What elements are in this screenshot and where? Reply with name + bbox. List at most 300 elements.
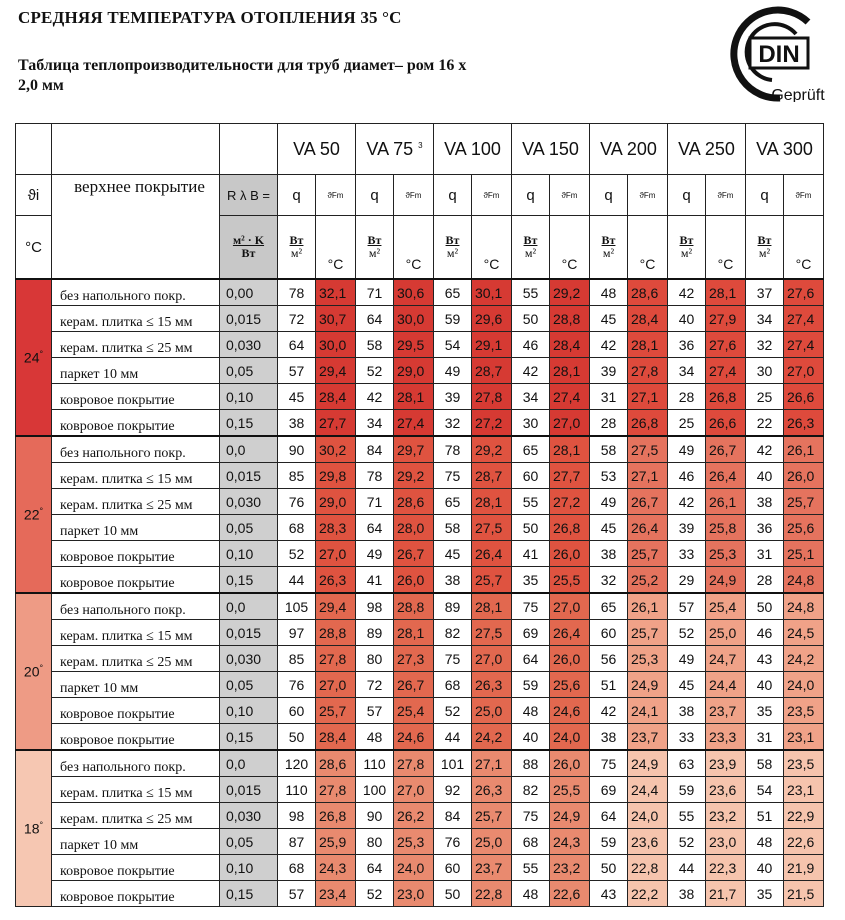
heat-output-value: 37 [746,279,784,306]
heat-output-value: 75 [434,463,472,489]
header-blank-1 [16,124,52,175]
heat-output-value: 65 [512,436,550,463]
table-row [16,489,824,515]
heat-output-value: 75 [512,593,550,620]
header-temp-symbol: ϑFm [784,175,824,216]
table-row [16,332,824,358]
heat-output-value: 52 [434,698,472,724]
heat-output-value: 44 [434,724,472,751]
surface-temp-value: 27,3 [394,646,434,672]
surface-temp-value: 28,1 [706,279,746,306]
heat-output-value: 89 [356,620,394,646]
heat-output-value: 42 [668,489,706,515]
header-q-symbol: q [512,175,550,216]
surface-temp-value: 29,4 [316,358,356,384]
heat-output-value: 78 [434,436,472,463]
table-row [16,724,824,751]
header-temp-unit: °C [316,216,356,280]
header-va-50: VA 50 [278,124,356,175]
resistance-value: 0,015 [220,777,278,803]
surface-temp-value: 29,8 [316,463,356,489]
heat-output-value: 39 [590,358,628,384]
heat-output-value: 71 [356,489,394,515]
heat-output-value: 59 [590,829,628,855]
heat-output-value: 43 [590,881,628,907]
room-temp-cell: 24° [16,279,52,436]
surface-temp-value: 26,3 [316,567,356,594]
heat-output-value: 48 [512,698,550,724]
floor-cover-name: паркет 10 мм [52,515,220,541]
surface-temp-value: 23,6 [706,777,746,803]
room-temp-cell: 20° [16,593,52,750]
surface-temp-value: 23,7 [706,698,746,724]
header-temp-unit: °C [784,216,824,280]
floor-cover-name: ковровое покрытие [52,855,220,881]
surface-temp-value: 27,0 [472,646,512,672]
heat-output-value: 31 [590,384,628,410]
surface-temp-value: 28,6 [628,279,668,306]
surface-temp-value: 30,7 [316,306,356,332]
heat-output-value: 82 [512,777,550,803]
surface-temp-value: 28,1 [394,384,434,410]
floor-cover-name: ковровое покрытие [52,410,220,437]
heat-output-value: 50 [590,855,628,881]
surface-temp-value: 28,4 [316,384,356,410]
surface-temp-value: 30,0 [316,332,356,358]
header-rb-label: R λ B = [220,175,278,216]
surface-temp-value: 27,8 [316,646,356,672]
surface-temp-value: 23,7 [628,724,668,751]
header-cover-label: верхнее покрытие [52,175,220,280]
heat-output-value: 65 [590,593,628,620]
table-row [16,620,824,646]
surface-temp-value: 23,2 [550,855,590,881]
surface-temp-value: 25,7 [628,541,668,567]
heat-output-value: 36 [746,515,784,541]
header-temp-unit: °C [628,216,668,280]
heat-output-value: 76 [278,489,316,515]
surface-temp-value: 27,8 [394,750,434,777]
surface-temp-value: 23,9 [706,750,746,777]
surface-temp-value: 24,2 [784,646,824,672]
resistance-value: 0,0 [220,436,278,463]
surface-temp-value: 24,6 [394,724,434,751]
table-row [16,646,824,672]
heat-output-value: 64 [356,515,394,541]
surface-temp-value: 27,9 [706,306,746,332]
heat-output-value: 42 [512,358,550,384]
surface-temp-value: 24,9 [706,567,746,594]
surface-temp-value: 27,4 [550,384,590,410]
header-q-symbol: q [356,175,394,216]
surface-temp-value: 29,0 [394,358,434,384]
resistance-value: 0,15 [220,881,278,907]
surface-temp-value: 28,8 [316,620,356,646]
q-unit-denominator: м² [602,246,615,260]
resistance-value: 0,05 [220,672,278,698]
surface-temp-value: 28,0 [394,515,434,541]
surface-temp-value: 24,9 [628,672,668,698]
header-va-300: VA 300 [746,124,824,175]
header-temp-unit: °C [550,216,590,280]
heat-output-value: 41 [512,541,550,567]
heat-output-value: 48 [512,881,550,907]
surface-temp-value: 26,0 [784,463,824,489]
heat-output-value: 68 [278,515,316,541]
heat-output-value: 49 [668,436,706,463]
surface-temp-value: 25,9 [316,829,356,855]
header-q-unit [668,216,706,280]
surface-temp-value: 23,5 [784,750,824,777]
resistance-value: 0,030 [220,803,278,829]
resistance-value: 0,15 [220,567,278,594]
header-q-symbol: q [668,175,706,216]
surface-temp-value: 26,3 [472,777,512,803]
heat-output-value: 72 [278,306,316,332]
surface-temp-value: 25,7 [472,803,512,829]
surface-temp-value: 27,5 [472,620,512,646]
heat-output-value: 64 [590,803,628,829]
heat-output-value: 90 [356,803,394,829]
surface-temp-value: 29,6 [472,306,512,332]
heat-output-value: 68 [512,829,550,855]
heat-output-value: 69 [512,620,550,646]
heat-output-value: 31 [746,724,784,751]
heat-output-value: 51 [746,803,784,829]
surface-temp-value: 25,7 [316,698,356,724]
room-temp-value: 18 [23,820,40,837]
table-row [16,698,824,724]
heat-output-value: 57 [356,698,394,724]
floor-cover-name: керам. плитка ≤ 25 мм [52,803,220,829]
resistance-value: 0,05 [220,829,278,855]
surface-temp-value: 27,4 [784,306,824,332]
floor-cover-name: керам. плитка ≤ 15 мм [52,777,220,803]
table-row [16,541,824,567]
heat-output-value: 64 [278,332,316,358]
q-unit-denominator: м² [758,246,771,260]
header-va-200: VA 200 [590,124,668,175]
surface-temp-value: 26,3 [472,672,512,698]
floor-cover-name: керам. плитка ≤ 15 мм [52,620,220,646]
surface-temp-value: 22,2 [628,881,668,907]
heat-output-value: 34 [746,306,784,332]
rb-unit-numerator: м² · K [232,233,265,247]
heat-output-value: 84 [356,436,394,463]
surface-temp-value: 23,0 [394,881,434,907]
q-unit-numerator: Вт [367,233,382,247]
heat-output-value: 39 [668,515,706,541]
din-geprueft-logo [722,4,828,102]
surface-temp-value: 28,4 [628,306,668,332]
q-unit-numerator: Вт [679,233,694,247]
heat-output-value: 49 [356,541,394,567]
heat-output-value: 59 [512,672,550,698]
surface-temp-value: 24,1 [628,698,668,724]
heat-output-value: 56 [590,646,628,672]
surface-temp-value: 25,3 [706,541,746,567]
floor-cover-name: керам. плитка ≤ 15 мм [52,463,220,489]
heat-output-value: 64 [356,306,394,332]
floor-cover-name: керам. плитка ≤ 25 мм [52,646,220,672]
heat-output-value: 40 [668,306,706,332]
heat-output-value: 64 [356,855,394,881]
header-va-100: VA 100 [434,124,512,175]
surface-temp-value: 29,2 [472,436,512,463]
surface-temp-value: 24,6 [550,698,590,724]
floor-cover-name: без напольного покр. [52,436,220,463]
surface-temp-value: 25,0 [472,829,512,855]
heat-output-value: 75 [434,646,472,672]
heat-output-value: 88 [512,750,550,777]
heat-output-value: 65 [434,279,472,306]
heat-output-value: 50 [512,306,550,332]
surface-temp-value: 28,3 [316,515,356,541]
surface-temp-value: 24,8 [784,593,824,620]
heat-output-value: 49 [590,489,628,515]
surface-temp-value: 26,4 [550,620,590,646]
surface-temp-value: 24,0 [550,724,590,751]
resistance-value: 0,00 [220,279,278,306]
heat-output-value: 71 [356,279,394,306]
header-q-symbol: q [746,175,784,216]
surface-temp-value: 25,7 [472,567,512,594]
heat-output-value: 46 [746,620,784,646]
table-row [16,279,824,306]
header-q-unit [590,216,628,280]
floor-cover-name: ковровое покрытие [52,384,220,410]
table-row [16,777,824,803]
header-q-unit [434,216,472,280]
surface-temp-value: 28,6 [394,489,434,515]
heat-output-value: 34 [512,384,550,410]
table-row [16,410,824,437]
surface-temp-value: 28,4 [550,332,590,358]
surface-temp-value: 28,1 [472,489,512,515]
heat-output-value: 101 [434,750,472,777]
surface-temp-value: 28,1 [628,332,668,358]
surface-temp-value: 27,4 [784,332,824,358]
surface-temp-value: 32,1 [316,279,356,306]
heat-output-value: 110 [278,777,316,803]
header-q-unit [746,216,784,280]
surface-temp-value: 26,2 [394,803,434,829]
heat-output-value: 58 [746,750,784,777]
heat-output-value: 63 [668,750,706,777]
heat-output-value: 35 [746,698,784,724]
floor-cover-name: керам. плитка ≤ 15 мм [52,306,220,332]
header-rb-unit [220,216,278,280]
heat-output-value: 39 [434,384,472,410]
heat-output-value: 34 [356,410,394,437]
surface-temp-value: 27,5 [472,515,512,541]
heat-output-value: 35 [512,567,550,594]
resistance-value: 0,0 [220,750,278,777]
heat-output-value: 52 [668,829,706,855]
surface-temp-value: 25,3 [628,646,668,672]
header-q-unit [512,216,550,280]
surface-temp-value: 24,4 [628,777,668,803]
table-row [16,436,824,463]
resistance-value: 0,030 [220,646,278,672]
heat-output-value: 48 [746,829,784,855]
heat-output-value: 38 [668,881,706,907]
heat-output-value: 50 [512,515,550,541]
header-va-150: VA 150 [512,124,590,175]
surface-temp-value: 30,0 [394,306,434,332]
surface-temp-value: 23,3 [706,724,746,751]
din-text: DIN [758,41,800,68]
surface-temp-value: 27,2 [472,410,512,437]
header-q-unit [356,216,394,280]
table-row [16,358,824,384]
floor-cover-name: без напольного покр. [52,593,220,620]
heat-output-value: 59 [668,777,706,803]
surface-temp-value: 27,5 [628,436,668,463]
heat-output-value: 76 [278,672,316,698]
resistance-value: 0,030 [220,489,278,515]
surface-temp-value: 23,7 [472,855,512,881]
surface-temp-value: 26,7 [394,672,434,698]
surface-temp-value: 27,0 [394,777,434,803]
surface-temp-value: 29,1 [472,332,512,358]
heat-output-value: 52 [668,620,706,646]
heat-output-value: 38 [590,724,628,751]
surface-temp-value: 26,8 [550,515,590,541]
resistance-value: 0,10 [220,541,278,567]
surface-temp-value: 22,6 [550,881,590,907]
heat-output-value: 55 [668,803,706,829]
heat-output-value: 38 [278,410,316,437]
surface-temp-value: 28,1 [550,358,590,384]
surface-temp-value: 26,8 [706,384,746,410]
surface-temp-value: 26,6 [784,384,824,410]
q-unit-numerator: Вт [757,233,772,247]
heat-output-value: 97 [278,620,316,646]
heat-output-value: 45 [668,672,706,698]
room-temp-cell: 18° [16,750,52,907]
surface-temp-value: 25,4 [394,698,434,724]
header-blank-3 [220,124,278,175]
surface-temp-value: 23,1 [784,724,824,751]
floor-cover-name: паркет 10 мм [52,672,220,698]
table-row [16,567,824,594]
surface-temp-value: 28,8 [550,306,590,332]
q-unit-denominator: м² [446,246,459,260]
heat-output-value: 40 [746,463,784,489]
heat-output-value: 82 [434,620,472,646]
header-temp-symbol: ϑFm [472,175,512,216]
table-row [16,593,824,620]
heat-output-value: 80 [356,646,394,672]
surface-temp-value: 24,3 [550,829,590,855]
heat-output-value: 42 [746,436,784,463]
surface-temp-value: 26,7 [706,436,746,463]
header-temp-unit: °C [394,216,434,280]
surface-temp-value: 25,5 [550,777,590,803]
floor-cover-name: паркет 10 мм [52,829,220,855]
floor-cover-name: ковровое покрытие [52,541,220,567]
table-row [16,515,824,541]
heat-output-value: 34 [668,358,706,384]
surface-temp-value: 29,7 [394,436,434,463]
heat-output-value: 80 [356,829,394,855]
heat-output-value: 55 [512,279,550,306]
heat-output-value: 87 [278,829,316,855]
surface-temp-value: 27,8 [316,777,356,803]
heat-output-value: 45 [590,515,628,541]
surface-temp-value: 21,7 [706,881,746,907]
surface-temp-value: 24,0 [784,672,824,698]
surface-temp-value: 29,2 [394,463,434,489]
heat-output-value: 84 [434,803,472,829]
heat-output-value: 32 [746,332,784,358]
heat-output-value: 105 [278,593,316,620]
heat-output-value: 43 [746,646,784,672]
q-unit-numerator: Вт [523,233,538,247]
heat-output-value: 25 [668,410,706,437]
heat-output-value: 38 [590,541,628,567]
heat-output-value: 54 [434,332,472,358]
room-temp-value: 20 [23,663,40,680]
floor-cover-name: паркет 10 мм [52,358,220,384]
heat-output-value: 38 [746,489,784,515]
surface-temp-value: 27,6 [784,279,824,306]
header-va-250: VA 250 [668,124,746,175]
surface-temp-value: 25,0 [706,620,746,646]
surface-temp-value: 25,0 [472,698,512,724]
surface-temp-value: 25,7 [628,620,668,646]
heat-output-value: 68 [434,672,472,698]
surface-temp-value: 27,0 [550,593,590,620]
heat-output-value: 54 [746,777,784,803]
surface-temp-value: 27,8 [628,358,668,384]
heat-output-value: 38 [434,567,472,594]
heat-output-value: 45 [590,306,628,332]
surface-temp-value: 26,4 [706,463,746,489]
header-temp-symbol: ϑFm [706,175,746,216]
surface-temp-value: 24,9 [550,803,590,829]
surface-temp-value: 23,0 [706,829,746,855]
header-temp-unit: °C [706,216,746,280]
header-temp-unit: °C [472,216,512,280]
q-unit-numerator: Вт [289,233,304,247]
resistance-value: 0,05 [220,515,278,541]
surface-temp-value: 28,6 [316,750,356,777]
heat-output-value: 58 [356,332,394,358]
header-temp-symbol: ϑFm [394,175,434,216]
surface-temp-value: 28,1 [472,593,512,620]
heat-output-value: 50 [746,593,784,620]
surface-temp-value: 27,2 [550,489,590,515]
header-temp-symbol: ϑFm [550,175,590,216]
floor-cover-name: ковровое покрытие [52,698,220,724]
surface-temp-value: 28,8 [394,593,434,620]
heat-output-value: 57 [668,593,706,620]
heat-output-value: 60 [590,620,628,646]
rb-unit-denominator: Вт [241,246,256,260]
heat-output-value: 92 [434,777,472,803]
surface-temp-value: 30,2 [316,436,356,463]
header-ti-label: ϑi [16,175,52,216]
heat-output-value: 50 [434,881,472,907]
surface-temp-value: 27,4 [394,410,434,437]
surface-temp-value: 30,1 [472,279,512,306]
surface-temp-value: 27,1 [472,750,512,777]
surface-temp-value: 22,3 [706,855,746,881]
surface-temp-value: 29,0 [316,489,356,515]
heat-output-value: 48 [590,279,628,306]
